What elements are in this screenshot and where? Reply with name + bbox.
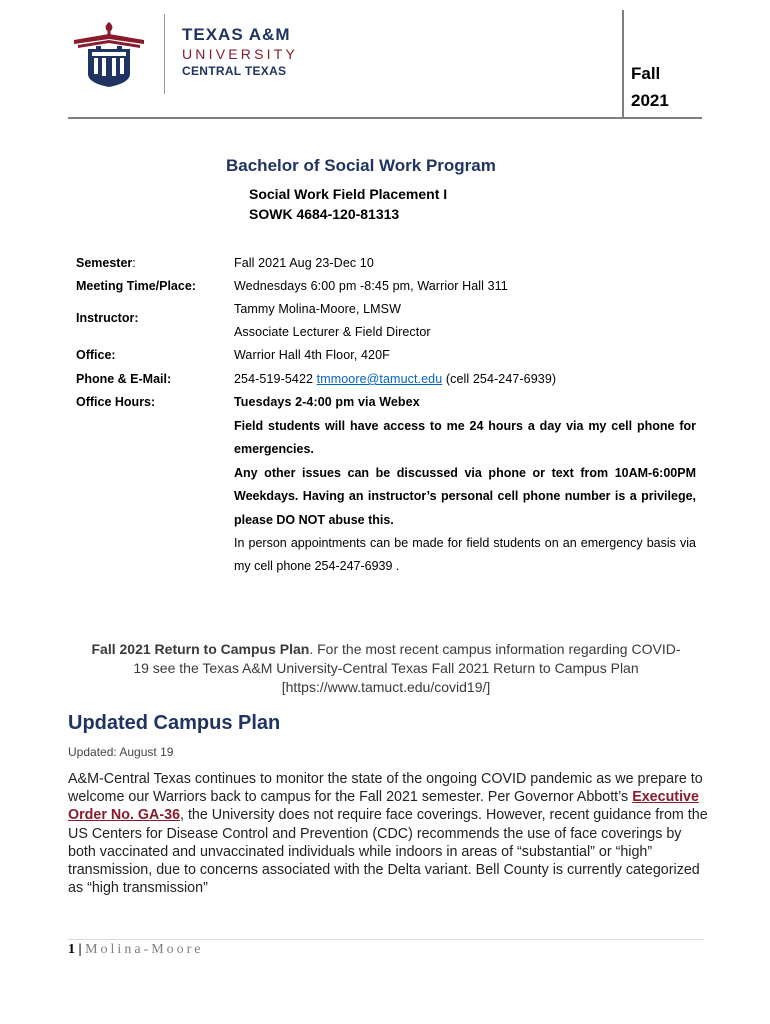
course-number: SOWK 4684-120-81313 bbox=[249, 206, 400, 222]
office-value: Warrior Hall 4th Floor, 420F bbox=[234, 348, 390, 362]
logo-divider bbox=[164, 14, 165, 94]
footer-rule bbox=[68, 939, 704, 940]
term-box-vertical-rule bbox=[622, 10, 624, 118]
university-wordmark bbox=[182, 26, 298, 77]
term-year: 2021 bbox=[631, 91, 669, 110]
meeting-value: Wednesdays 6:00 pm -8:45 pm, Warrior Hall 311 bbox=[234, 279, 508, 293]
executive-order-link[interactable]: Executive Order No. GA-36 bbox=[68, 789, 699, 824]
instructor-name: Tammy Molina-Moore, LMSW bbox=[234, 302, 402, 316]
cell-phone-policy: Any other issues can be discussed via phone or text from 10AM-6:00PM Weekdays. Having an instructor’s personal cell phone number is a privilege, please DO NOT abuse this. bbox=[234, 465, 696, 527]
semester-value: Fall 2021 Aug 23-Dec 10 bbox=[234, 256, 374, 270]
university-seal-logo bbox=[72, 18, 146, 88]
course-title: Social Work Field Placement I bbox=[249, 186, 448, 202]
page-footer bbox=[68, 942, 204, 958]
page-number: 1 bbox=[68, 942, 75, 957]
university-name-line1: TEXAS A&M bbox=[182, 25, 291, 44]
office-hours-value: Tuesdays 2-4:00 pm via Webex bbox=[234, 395, 420, 409]
program-title: Bachelor of Social Work Program bbox=[226, 156, 496, 175]
instructor-email-link[interactable]: tmmoore@tamuct.edu bbox=[316, 372, 443, 386]
term-season: Fall bbox=[631, 64, 661, 83]
office-phone: 254-519-5422 bbox=[234, 372, 314, 386]
office-hours-label: Office Hours: bbox=[76, 395, 156, 409]
updated-date: Updated: August 19 bbox=[68, 745, 174, 759]
header-horizontal-rule bbox=[68, 117, 702, 119]
updated-plan-heading: Updated Campus Plan bbox=[68, 712, 281, 734]
appointments-note: In person appointments can be made for field students on an emergency basis via my cell phone 254-247-6939 . bbox=[234, 536, 696, 574]
semester-label: Semester: bbox=[76, 256, 136, 270]
footer-separator: | bbox=[75, 942, 86, 957]
updated-plan-body: A&M-Central Texas continues to monitor the state of the ongoing COVID pandemic as we prepare to welcome our Warriors back to campus for the Fall 2021 semester. Per Governor Abbott’s Executive Order No. GA-36, the University does not require face coverings. However, recent guidance from the US Centers for Disease Control and Prevention (CDC) recommends the use of face coverings by both vaccinated and unvaccinated individuals while indoors in areas of “substantial” or “high” transmission, due to concerns associated with the Delta variant. Bell County is currently categorized as “high transmission” bbox=[68, 771, 708, 897]
return-to-campus-notice bbox=[88, 640, 684, 697]
instructor-label: Instructor: bbox=[76, 311, 139, 325]
cell-phone: (cell 254-247-6939) bbox=[445, 372, 557, 386]
emergency-access-note: Field students will have access to me 24 hours a day via my cell phone for emergencies. bbox=[234, 419, 696, 457]
university-name-line2: UNIVERSITY bbox=[182, 46, 299, 62]
notice-text: . For the most recent campus information regarding COVID-19 see the Texas A&M University-Central Texas Fall 2021 Return to Campus Plan [https://www.tamuct.edu/covid19/] bbox=[133, 641, 681, 695]
notice-heading: Fall 2021 Return to Campus Plan bbox=[91, 641, 310, 657]
contact-policy bbox=[234, 415, 696, 532]
office-label: Office: bbox=[76, 348, 116, 362]
phone-email-label: Phone & E-Mail: bbox=[76, 372, 172, 386]
meeting-label: Meeting Time/Place: bbox=[76, 279, 196, 293]
university-name-line3: CENTRAL TEXAS bbox=[182, 64, 287, 78]
instructor-title: Associate Lecturer & Field Director bbox=[234, 325, 431, 339]
phone-email-value bbox=[234, 372, 556, 386]
footer-author: Molina-Moore bbox=[85, 942, 204, 957]
